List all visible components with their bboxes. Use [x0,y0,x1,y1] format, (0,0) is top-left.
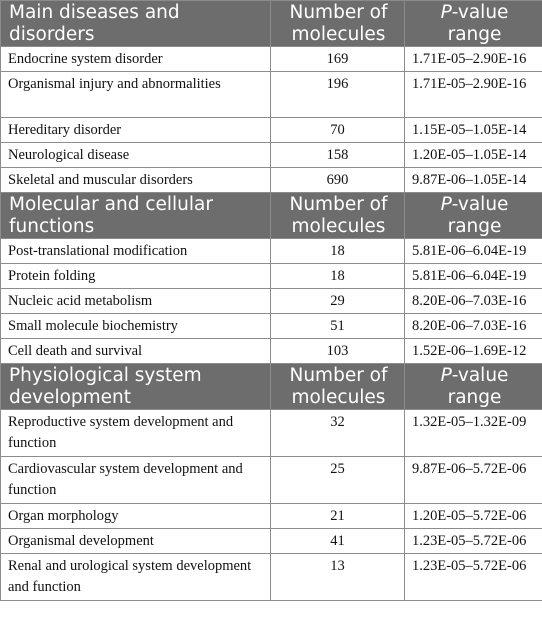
row-count: 70 [271,118,405,143]
table-row [1,554,542,601]
pvalue-italic-p: P [440,364,452,386]
table-row [1,339,542,364]
table-row [1,457,542,504]
row-pvalue: 9.87E-06–5.72E-06 [405,457,542,504]
row-pvalue: 1.71E-05–2.90E-16 [405,47,542,72]
row-pvalue: 1.20E-05–1.05E-14 [405,143,542,168]
pvalue-italic-p: P [440,1,452,23]
table-row [1,239,542,264]
section-header-category: Main diseases and disorders [1,1,271,47]
row-name: Cardiovascular system development and function [1,457,271,504]
table-body [1,1,542,601]
row-count: 21 [271,504,405,529]
section-header-row [1,193,542,239]
row-pvalue: 1.32E-05–1.32E-09 [405,410,542,457]
row-count: 169 [271,47,405,72]
row-name: Hereditary disorder [1,118,271,143]
section-header-pvalue [405,1,542,47]
section-header-count: Number of molecules [271,364,405,410]
row-name: Post-translational modification [1,239,271,264]
row-count: 103 [271,339,405,364]
row-name: Protein folding [1,264,271,289]
section-header-row [1,1,542,47]
row-name: Small molecule biochemistry [1,314,271,339]
section-header-row [1,364,542,410]
section-header-pvalue [405,193,542,239]
row-pvalue: 1.23E-05–5.72E-06 [405,529,542,554]
table-row [1,118,542,143]
table-row [1,410,542,457]
row-pvalue: 8.20E-06–7.03E-16 [405,314,542,339]
row-pvalue: 8.20E-06–7.03E-16 [405,289,542,314]
row-count: 32 [271,410,405,457]
row-name: Endocrine system disorder [1,47,271,72]
row-name: Organ morphology [1,504,271,529]
row-name: Organismal development [1,529,271,554]
row-count: 18 [271,264,405,289]
section-header-count: Number of molecules [271,1,405,47]
row-count: 29 [271,289,405,314]
pvalue-label-rest: -value range [447,364,509,408]
row-pvalue: 1.20E-05–5.72E-06 [405,504,542,529]
section-header-pvalue [405,364,542,410]
row-pvalue: 1.71E-05–2.90E-16 [405,72,542,118]
row-name: Nucleic acid metabolism [1,289,271,314]
table-row [1,168,542,193]
pvalue-label-rest: -value range [447,1,509,45]
table-row [1,504,542,529]
table-row [1,264,542,289]
section-header-category: Molecular and cellular functions [1,193,271,239]
pvalue-label-rest: -value range [447,193,509,237]
row-pvalue: 5.81E-06–6.04E-19 [405,264,542,289]
table-row [1,529,542,554]
section-header-category: Physiological system development [1,364,271,410]
row-count: 196 [271,72,405,118]
row-pvalue: 1.52E-06–1.69E-12 [405,339,542,364]
table-row [1,289,542,314]
row-count: 690 [271,168,405,193]
table-row [1,143,542,168]
table-row [1,72,542,118]
row-pvalue: 5.81E-06–6.04E-19 [405,239,542,264]
row-count: 51 [271,314,405,339]
table-row [1,47,542,72]
table-row [1,314,542,339]
row-count: 41 [271,529,405,554]
row-name: Neurological disease [1,143,271,168]
pvalue-italic-p: P [440,193,452,215]
row-name: Organismal injury and abnormalities [1,72,271,118]
row-name: Skeletal and muscular disorders [1,168,271,193]
row-name: Reproductive system development and function [1,410,271,457]
row-count: 158 [271,143,405,168]
row-pvalue: 1.23E-05–5.72E-06 [405,554,542,601]
row-name: Cell death and survival [1,339,271,364]
row-count: 13 [271,554,405,601]
row-count: 25 [271,457,405,504]
row-count: 18 [271,239,405,264]
row-pvalue: 1.15E-05–1.05E-14 [405,118,542,143]
row-name: Renal and urological system development and function [1,554,271,601]
row-pvalue: 9.87E-06–1.05E-14 [405,168,542,193]
section-header-count: Number of molecules [271,193,405,239]
